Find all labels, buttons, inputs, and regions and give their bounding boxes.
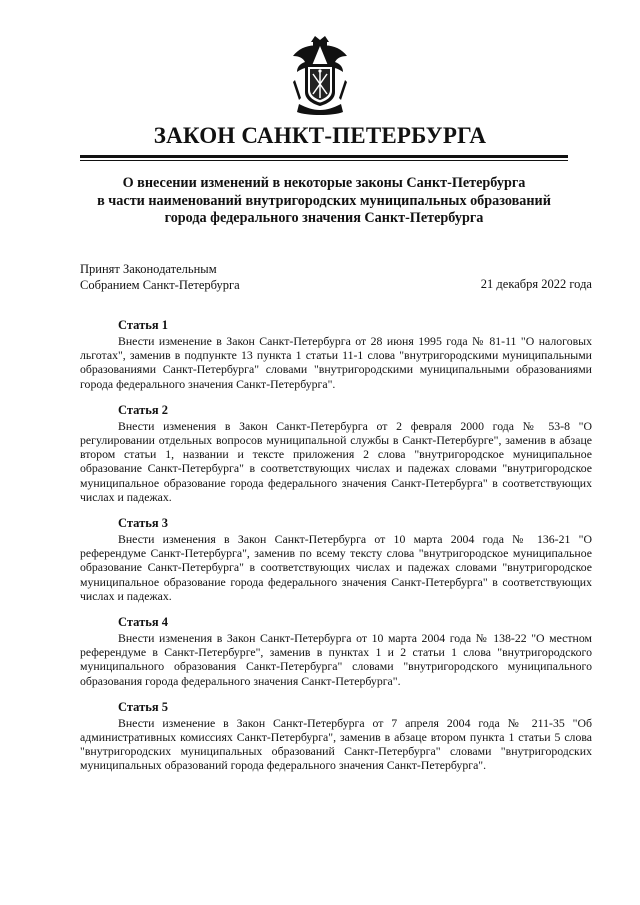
article-heading: Статья 4 bbox=[118, 615, 168, 630]
adoption-date: 21 декабря 2022 года bbox=[480, 277, 592, 291]
article-text: Внести изменение в Закон Санкт-Петербурга от 28 июня 1995 года № 81-11 "О налоговых льготах", заменив в подпункте 13 пункта 1 статьи 11-1 слова "внутригородскими муниципальными образованиями Санкт-Петербурга" словами "внутригородскими муниципальными образованиями города федерального значения Санкт-Петербурга". bbox=[80, 334, 592, 391]
subject-line: в части наименований внутригородских муниципальных образований bbox=[97, 192, 551, 209]
article-heading: Статья 5 bbox=[118, 699, 168, 714]
article-heading: Статья 3 bbox=[118, 516, 168, 531]
subject-line: О внесении изменений в некоторые законы Санкт-Петербурга bbox=[122, 175, 526, 191]
article bbox=[80, 403, 592, 504]
adoption-line: Принят Законодательным bbox=[80, 262, 217, 276]
article-heading: Статья 1 bbox=[118, 318, 168, 332]
article-text: Внести изменение в Закон Санкт-Петербурга от 7 апреля 2004 года № 211-35 "Об административных комиссиях Санкт-Петербурга", заменив в абзаце втором пункта 1 статьи 5 слова "внутригородских муниципальных образований Санкт-Петербурга" словами "внутригородских муниципальных образований города федерального значения Санкт-Петербурга". bbox=[80, 715, 592, 773]
law-title: ЗАКОН САНКТ-ПЕТЕРБУРГА bbox=[153, 123, 487, 148]
article bbox=[80, 700, 592, 773]
coat-of-arms-icon bbox=[289, 34, 351, 118]
adoption-line: Собранием Санкт-Петербурга bbox=[80, 277, 240, 292]
article-text: Внести изменения в Закон Санкт-Петербурга от 10 марта 2004 года № 138-22 "О местном референдуме в Санкт-Петербурге", заменив в пунктах 1 и 2 статьи 1 слова "внутригородского муниципального образования Санкт-Петербурга" словами "внутригородского муниципального образования города федерального значения Санкт-Петербурга". bbox=[80, 631, 592, 688]
article-text: Внести изменения в Закон Санкт-Петербурга от 2 февраля 2000 года № 53-8 "О регулировании отдельных вопросов муниципальной службы в Санкт-Петербурге", заменив в абзаце втором статьи 1, названии и тексте приложения 2 слова "внутригородское муниципальное образование Санкт-Петербурга" в соответствующих числах и падежах словами "внутригородское муниципальное образование города федерального значения Санкт-Петербурга" в соответствующих числах и падежах. bbox=[80, 418, 592, 504]
article-text: Внести изменения в Закон Санкт-Петербурга от 10 марта 2004 года № 136-21 "О референдуме Санкт-Петербурга", заменив по всему тексту слова "внутригородское муниципальное образование Санкт-Петербурга" в соответствующих числах и падежах словами "внутригородское муниципальное образование города федерального значения Санкт-Петербурга" в соответствующих числах и падежах. bbox=[80, 532, 592, 603]
article-heading: Статья 2 bbox=[118, 402, 168, 417]
subject-line: города федерального значения Санкт-Петербурга bbox=[164, 210, 484, 226]
articles bbox=[80, 318, 592, 785]
article bbox=[80, 318, 592, 391]
law-subject bbox=[80, 175, 568, 228]
title-divider bbox=[80, 155, 568, 161]
article bbox=[80, 516, 592, 603]
article bbox=[80, 615, 592, 688]
adoption-authority bbox=[80, 262, 240, 293]
